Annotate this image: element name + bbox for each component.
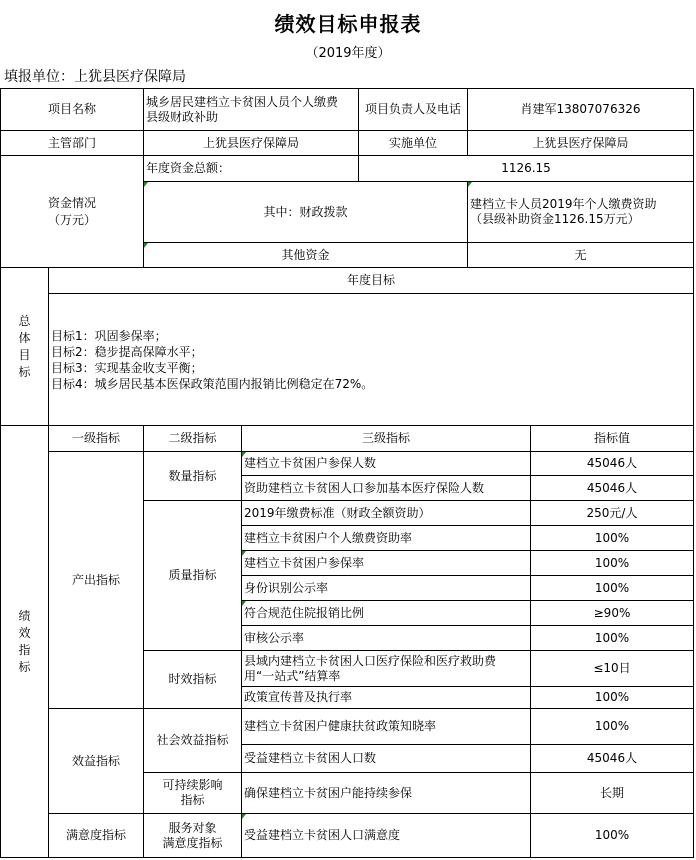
level1-benefit: 效益指标 [48,708,144,814]
dept-label: 主管部门 [0,130,144,156]
project-name-line2: 县级财政补助 [146,109,219,124]
indicator-value: 45046人 [530,451,694,476]
indicator-value: 250元/人 [530,500,694,526]
level1-output: 产出指标 [48,451,144,709]
other-funds-value: 无 [467,242,694,268]
project-name-label: 项目名称 [0,88,144,131]
other-funds-label: 其他资金 [143,242,468,268]
dept-value: 上犹县医疗保障局 [143,130,359,156]
indicator-row: 建档立卡贫困户健康扶贫政策知晓率 [241,708,531,745]
level2-service-line1: 服务对象 [168,820,217,835]
impl-value: 上犹县医疗保障局 [467,130,694,156]
performance-label-char: 标 [18,659,31,674]
goal-item: 目标2：稳步提高保障水平； [51,345,203,359]
performance-label-char: 效 [18,625,31,640]
goal-item: 目标1：巩固参保率； [51,329,167,343]
overall-label-char: 目 [18,347,31,362]
fiscal-value-line2: （县级补助资金1126.15万元） [470,212,640,226]
reporting-unit: 填报单位：上犹县医疗保障局 [4,69,186,85]
page-subtitle: （2019年度） [305,46,391,61]
indicator-row: 建档立卡贫困户参保率 [241,550,531,576]
indicator-line2: 用“一站式”结算率 [244,668,341,683]
indicator-row: 建档立卡贫困户个人缴费资助率 [241,525,531,551]
indicator-value: 45046人 [530,744,694,773]
impl-label: 实施单位 [358,130,468,156]
header-level2: 二级指标 [143,425,242,452]
level1-satisfaction: 满意度指标 [48,813,144,858]
fiscal-label: 其中：财政拨款 [143,181,468,243]
indicator-value: 100% [530,686,694,709]
indicator-row: 政策宣传普及执行率 [241,686,531,709]
total-label: 年度资金总额： [143,155,359,182]
indicator-value: ≥90% [530,600,694,626]
indicator-row: 资助建档立卡贫困人口参加基本医疗保险人数 [241,475,531,501]
fiscal-value-line1: 建档立卡人员2019年个人缴费资助 [470,197,657,211]
level2-sustain-line1: 可持续影响 [162,778,223,792]
page-title: 绩效目标申报表 [274,12,422,36]
goal-item: 目标4：城乡居民基本医保政策范围内报销比例稳定在72%。 [51,377,374,391]
level2-quality: 质量指标 [143,500,242,651]
indicator-value: 长期 [530,772,694,814]
overall-label-char: 总 [18,313,31,328]
indicator-value: 100% [530,525,694,551]
project-name-value [143,88,359,131]
indicator-row: 建档立卡贫困户参保人数 [241,451,531,476]
level2-social: 社会效益指标 [143,708,242,773]
funds-label-line2: （万元） [47,212,96,227]
funds-label-line1: 资金情况 [47,195,96,210]
annual-goals-list [48,293,694,426]
performance-label-char: 指 [18,642,31,657]
indicator-value: 100% [530,575,694,601]
indicator-row: 受益建档立卡贫困人口数 [241,744,531,773]
total-value: 1126.15 [358,155,694,182]
indicator-row: 身份识别公示率 [241,575,531,601]
indicator-row: 2019年缴费标准（财政全额资助） [241,500,531,526]
fiscal-value [467,181,694,243]
indicator-value: 100% [530,550,694,576]
header-value: 指标值 [530,425,694,452]
level2-quantity: 数量指标 [143,451,242,501]
level2-service-line2: 满意度指标 [162,835,223,850]
level2-timeliness: 时效指标 [143,650,242,709]
indicator-row: 审核公示率 [241,625,531,651]
level2-sustainability [143,772,242,814]
project-name-line1: 城乡居民建档立卡贫困人员个人缴费 [146,94,339,109]
performance-label [0,425,49,858]
overall-label-char: 体 [18,330,31,345]
performance-label-char: 绩 [18,608,31,623]
indicator-row: 符合规范住院报销比例 [241,600,531,626]
indicator-value: 100% [530,813,694,858]
indicator-value: 45046人 [530,475,694,501]
indicator-row [241,650,531,687]
overall-goals-label [0,267,49,426]
overall-label-char: 标 [18,364,31,379]
project-owner-label: 项目负责人及电话 [358,88,468,131]
indicator-row: 确保建档立卡贫困户能持续参保 [241,772,531,814]
header-level1: 一级指标 [48,425,144,452]
indicator-line1: 县域内建档立卡贫困人口医疗保险和医疗救助费 [244,653,497,668]
goal-item: 目标3：实现基金收支平衡； [51,361,203,375]
annual-goals-header: 年度目标 [48,267,694,294]
project-owner-value: 肖建军13807076326 [467,88,694,131]
level2-sustain-line2: 指标 [180,793,205,807]
indicator-value: 100% [530,625,694,651]
indicator-value: ≤10日 [530,650,694,687]
level2-service-satisfaction [143,813,242,858]
header-level3: 三级指标 [241,425,531,452]
indicator-value: 100% [530,708,694,745]
funds-label [0,155,144,268]
indicator-row: 受益建档立卡贫困人口满意度 [241,813,531,858]
